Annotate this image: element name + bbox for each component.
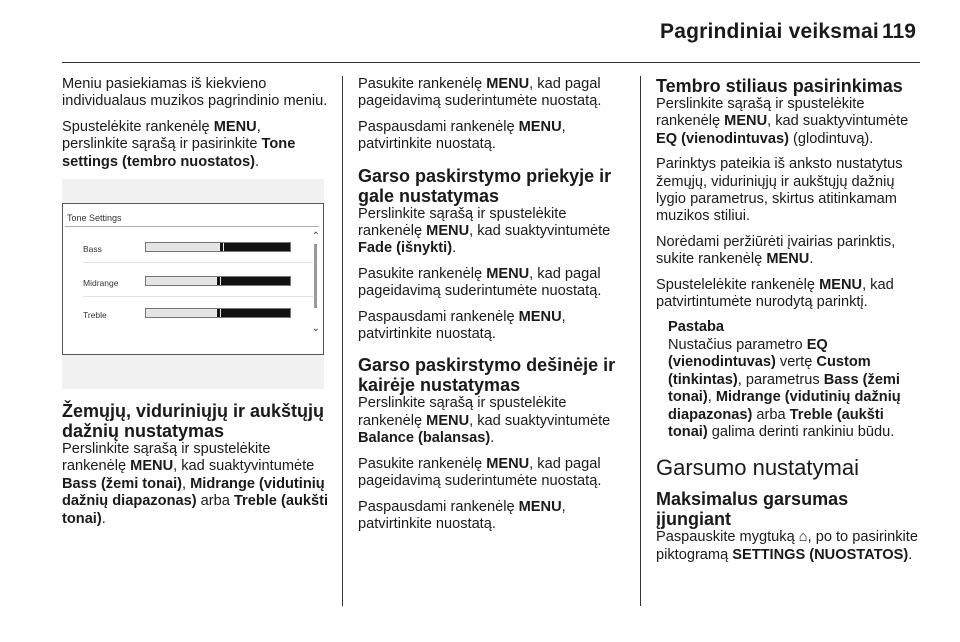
tone-settings-screenshot — [62, 179, 324, 389]
text: Spustelėkite rankenėlę — [62, 118, 214, 135]
section-heading: Maksimalus garsumas įjungiant — [656, 489, 849, 530]
slider-track — [145, 276, 291, 286]
scrollbar[interactable] — [314, 244, 317, 308]
text: (glodintuvą). — [788, 130, 874, 147]
paragraph — [656, 156, 926, 226]
text: Pasukite rankenėlę — [358, 265, 487, 282]
divider — [83, 262, 313, 263]
menu-term: EQ (vienodintuvas) — [656, 130, 789, 147]
header-divider — [62, 62, 920, 63]
display-screen — [62, 203, 324, 355]
menu-term: Custom (tinkintas) — [668, 354, 871, 388]
menu-term: Bass (žemi tonai) — [62, 475, 183, 492]
slider-label: Midrange — [83, 278, 119, 289]
page-number: 119 — [882, 20, 916, 43]
note-box — [668, 319, 926, 441]
text: , kad suaktyvintumėte — [469, 412, 611, 429]
menu-term: Treble (aukšti tonai) — [668, 406, 884, 440]
text: Perslinkite sąrašą ir spustelėkite rankenėlę — [62, 441, 271, 475]
page-header — [0, 0, 960, 62]
text: . — [809, 251, 814, 268]
paragraph — [358, 499, 628, 534]
text: . — [452, 240, 457, 257]
slider-knob[interactable] — [216, 276, 221, 286]
paragraph — [358, 206, 628, 258]
text: , kad pagal pageidavimą suderintumėte nuostatą. — [358, 455, 602, 490]
text: Pasukite rankenėlę — [358, 76, 487, 92]
menu-term: MENU — [130, 458, 174, 475]
text: . — [490, 430, 495, 447]
menu-term: MENU — [724, 113, 768, 130]
menu-term: MENU — [426, 223, 470, 240]
slider-fill — [146, 277, 218, 285]
menu-term: MENU — [486, 76, 530, 92]
text: , parametrus — [737, 371, 824, 388]
text: Norėdami peržiūrėti įvairias parinktis, sukite rankenėlę — [656, 233, 896, 268]
paragraph — [62, 441, 330, 528]
column-divider-2 — [640, 76, 641, 606]
menu-term: Tone settings (tembro nuostatos) — [62, 136, 296, 170]
text: , kad pagal pageidavimą suderintumėte nuostatą. — [358, 76, 602, 110]
divider — [65, 226, 319, 227]
text: Parinktys pateikia iš anksto nustatytus žemųjų, viduriniųjų ir aukštųjų dažnių lygio parametrus, skirtus atitinkamam muzikos stiliui. — [656, 156, 903, 225]
text: , kad suaktyvintumėte — [469, 223, 611, 240]
slider-knob[interactable] — [219, 242, 224, 252]
paragraph — [358, 266, 628, 301]
paragraph — [62, 76, 330, 111]
header-title: Pagrindiniai veiksmai — [660, 20, 879, 43]
note-title: Pastaba — [668, 319, 724, 336]
text: Perslinkite sąrašą ir spustelėkite rankenėlę — [656, 96, 865, 130]
menu-term: Fade (išnykti) — [358, 240, 453, 257]
text: , perslinkite sąrašą ir pasirinkite — [62, 118, 262, 153]
text: , patvirtinkite nuostatą. — [358, 308, 566, 343]
paragraph — [358, 119, 628, 154]
menu-term: MENU — [518, 118, 562, 135]
paragraph — [656, 277, 926, 312]
menu-term: EQ (vienodintuvas) — [668, 336, 828, 371]
text: . — [101, 510, 106, 527]
slider-bass[interactable] — [83, 238, 293, 256]
text: , po to pasirinkite piktogramą — [656, 529, 918, 563]
section-heading: Garso paskirstymo dešinėje ir kairėje nustatymas — [358, 355, 616, 396]
menu-term: MENU — [486, 455, 530, 472]
text: Paspausdami rankenėlę — [358, 498, 519, 515]
text: Spustelelėkite rankenėlę — [656, 276, 820, 293]
menu-term: MENU — [819, 276, 863, 293]
text: , kad suaktyvintumėte — [767, 113, 909, 130]
slider-fill — [146, 243, 221, 251]
menu-term: Midrange (vidutinių dažnių diapazonas) — [668, 389, 901, 423]
paragraph — [656, 96, 926, 148]
text: Paspausdami rankenėlę — [358, 118, 519, 135]
text: Paspausdami rankenėlę — [358, 308, 519, 325]
text: , patvirtinkite nuostatą. — [358, 118, 566, 153]
slider-label: Treble — [83, 310, 107, 321]
menu-term: MENU — [518, 308, 562, 325]
text: Pasukite rankenėlę — [358, 455, 487, 472]
slider-fill — [146, 309, 218, 317]
text: galima derinti rankiniu būdu. — [707, 423, 895, 440]
menu-term: MENU — [213, 118, 257, 135]
text: Paspauskite mygtuką — [656, 529, 799, 546]
divider — [83, 296, 313, 297]
paragraph — [358, 456, 628, 491]
slider-knob[interactable] — [216, 308, 221, 318]
section-heading: Tembro stiliaus pasirinkimas — [656, 76, 903, 96]
chevron-up-icon[interactable]: ⌃ — [311, 231, 320, 243]
column-1 — [62, 76, 330, 536]
text: , patvirtinkite nuostatą. — [358, 498, 566, 532]
slider-track — [145, 242, 291, 252]
menu-term: MENU — [518, 498, 562, 515]
text: arba — [196, 493, 234, 510]
paragraph — [656, 529, 926, 564]
text: , — [182, 475, 191, 492]
home-icon: ⌂ — [798, 529, 808, 546]
text: Meniu pasiekiamas iš kiekvieno individualaus muzikos pagrindinio meniu. — [62, 76, 328, 110]
menu-term: MENU — [766, 251, 810, 268]
text: . — [908, 546, 913, 563]
section-heading: Žemųjų, viduriniųjų ir aukštųjų dažnių nustatymas — [62, 401, 325, 442]
slider-midrange[interactable] — [83, 272, 293, 290]
menu-term: MENU — [486, 265, 530, 282]
chapter-heading: Garsumo nustatymai — [656, 455, 859, 481]
slider-treble[interactable] — [83, 304, 293, 322]
slider-track — [145, 308, 291, 318]
menu-term: SETTINGS (NUOSTATOS) — [732, 546, 909, 563]
section-heading: Garso paskirstymo priekyje ir gale nustatymas — [358, 165, 612, 206]
chevron-down-icon[interactable]: ⌄ — [311, 323, 320, 335]
text: Perslinkite sąrašą ir spustelėkite rankenėlę — [358, 205, 567, 240]
text: arba — [752, 406, 790, 423]
menu-term: Midrange (vidutinių dažnių diapazonas) — [62, 475, 325, 510]
menu-term: Balance (balansas) — [358, 430, 491, 447]
paragraph — [656, 234, 926, 269]
column-divider-1 — [342, 76, 343, 606]
text: vertę — [775, 354, 817, 371]
text: , — [707, 389, 716, 406]
menu-term: MENU — [426, 412, 470, 429]
text: , kad suaktyvintumėte — [173, 458, 315, 475]
text: . — [254, 153, 260, 170]
column-3 — [656, 76, 926, 572]
column-2 — [358, 76, 628, 541]
paragraph — [358, 309, 628, 344]
menu-term: Treble (aukšti tonai) — [62, 493, 329, 527]
text: , kad pagal pageidavimą suderintumėte nuostatą. — [358, 265, 602, 300]
text: , kad patvirtintumėte nurodytą parinktį. — [656, 276, 894, 311]
slider-label: Bass — [83, 244, 102, 255]
paragraph — [358, 395, 628, 447]
paragraph — [62, 119, 330, 171]
text: Nustačius parametro — [668, 336, 807, 353]
menu-term: Bass (žemi tonai) — [668, 371, 900, 406]
note-text — [668, 337, 926, 441]
text: Perslinkite sąrašą ir spustelėkite rankenėlę — [358, 395, 567, 429]
paragraph — [358, 76, 628, 111]
screen-title: Tone Settings — [67, 213, 122, 224]
